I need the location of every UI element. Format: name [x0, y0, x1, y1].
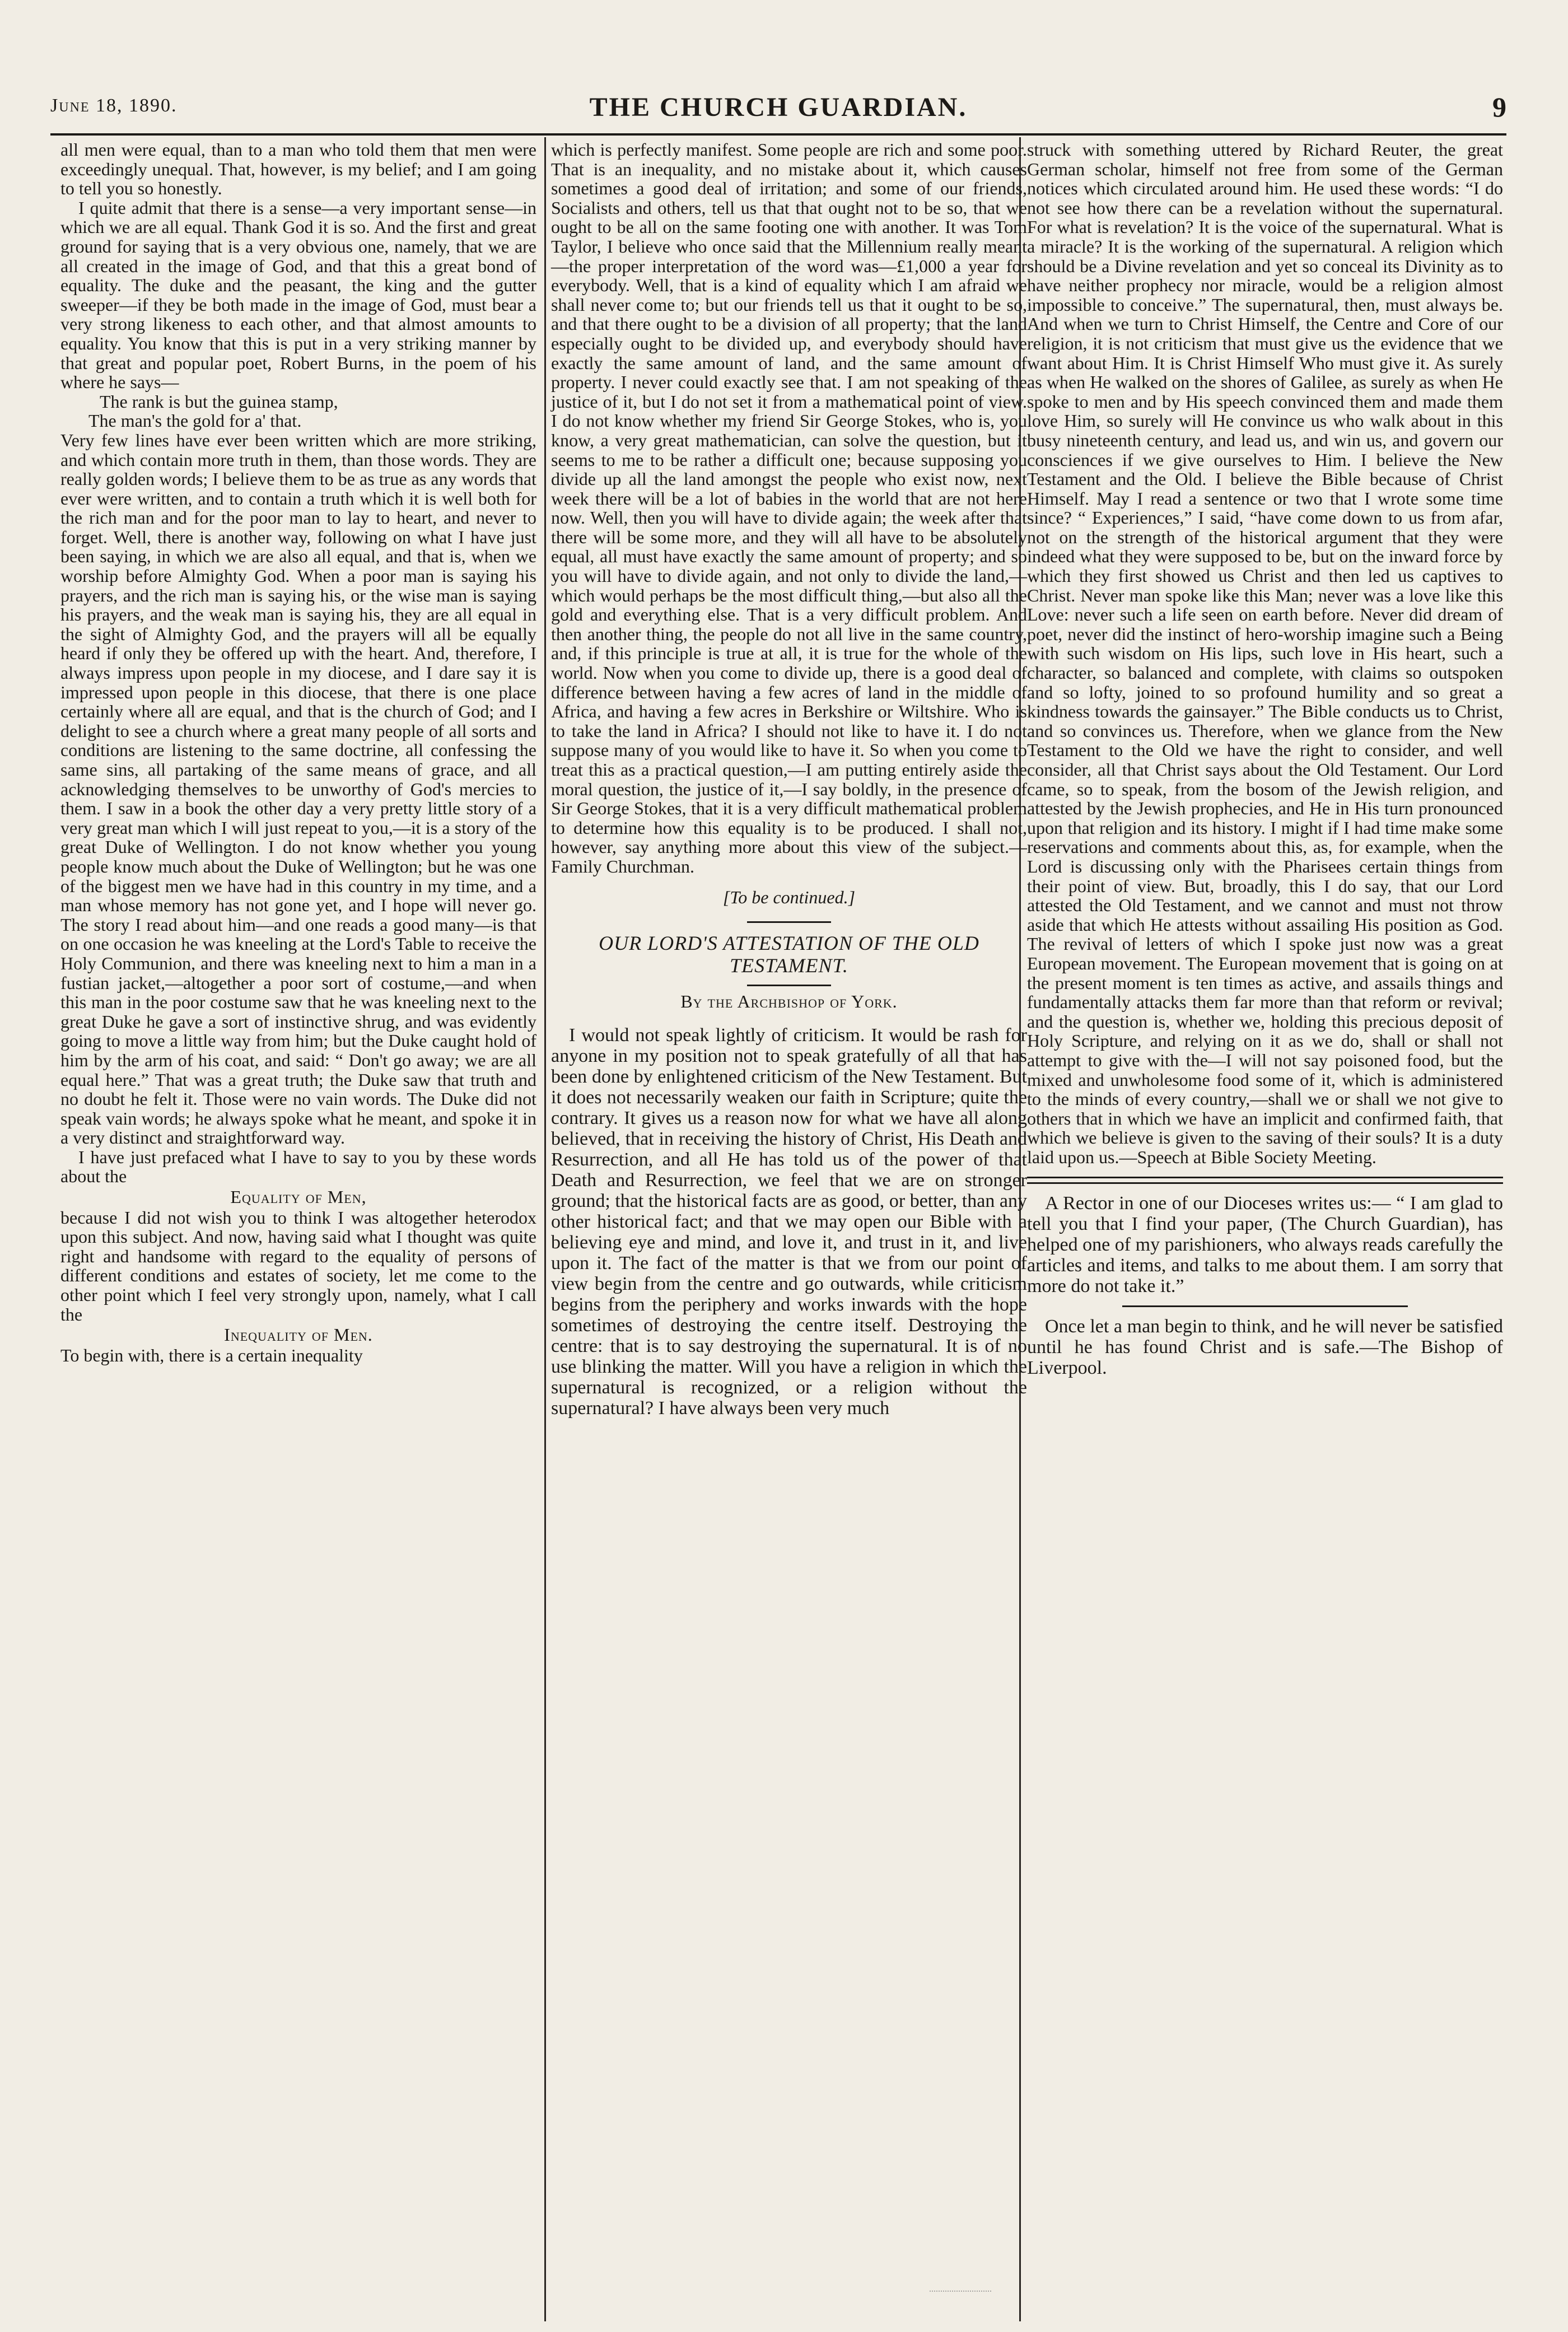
paragraph: I would not speak lightly of criticism. It would be rash for anyone in my position not to speak gratefully of all that has been done by enlightened criticism of the New Testament. But it does not necessarily weaken our faith in Scripture; quite the contrary. It gives us a reason now for what we have all along believed, that in receiving the history of Christ, His Death and Resurrection, and all He has told us of the power of that Death and Resurrection, we feel that we are on stronger ground; that the historical facts are as good, or better, than any other historical fact; and that we may open our Bible with a believing eye and mind, and love it, and trust in it, and live upon it. The fact of the matter is that we from our point of view begin from the centre and go outwards, while criticism begins from the periphery and works inwards with the hope sometimes of destroying the centre itself. Destroying the centre: that is to say destroying the supernatural. It is of no use blinking the matter. Will you have a religion in which the supernatural is recognized, or a religion without the supernatural? I have always been very much — [551, 1024, 1027, 1419]
newspaper-title: THE CHURCH GUARDIAN. — [589, 92, 968, 122]
subheading: Equality of Men, — [230, 1187, 367, 1207]
paragraph: I quite admit that there is a sense—a very important sense—in which we are all equal. Thank God it is so. And the first and great ground for saying that is a very obvious one, namely, that we are all created in the image of God, and that this a great bond of equality. The duke and the peasant, the king and the gutter sweeper—if they be both made in the image of God, must bear a very strong likeness to each other, and that almost amounts to equality. You know that this is put in a very striking manner by that great and popular poet, Robert Burns, in the poem of his where he says— — [60, 197, 536, 393]
section-rule — [747, 985, 831, 986]
paragraph: all men were equal, than to a man who told them that men were exceedingly unequal. That, however, is my belief; and I am going to tell you so honestly. — [60, 139, 536, 199]
issue-date: June 18, 1890. — [50, 95, 178, 116]
paragraph: I have just prefaced what I have to say to you by these words about the — [60, 1146, 536, 1187]
verse-line: The man's the gold for a' that. — [88, 411, 302, 431]
header-rule — [50, 133, 1506, 136]
paragraph: Very few lines have ever been written which are more striking, and which contain more truth in them, than those words. They are really golden words; I believe them to be as true as any words that ever were written, and to contain a truth which it is well both for the rich man and for the poor man to lay to heart, and never to forget. Well, there is another way, following on what I have just been saying, in which we are also all equal, and that is, when we worship before Almighty God. When a poor man is saying his prayers, and the rich man is saying his, or the wise man is saying his prayers, and the weak man is saying his, they are all equal in the sight of Almighty God, and the prayers will all be equally heard if only they be offered up with the heart. And, therefore, I always impress upon people in my diocese, and I dare say it is impressed upon people in this diocese, that there is one place certainly where all are equal, and that is the church of God; and I delight to see a church where a great many people of all sorts and conditions are listening to the same doctrine, all confessing the same sins, all partaking of the same means of grace, and all acknowledging themselves to be unworthy of God's mercies to them. I saw in a book the other day a very pretty little story of a very great man which I will just repeat to you,—it is a story of the great Duke of Wellington. I do not know whether you young people know much about the Duke of Wellington; but he was one of the biggest men we have had in this country in my time, and a man whose memory has not gone yet, and I hope will never go. The story I read about him—and one reads a good many—is that on one occasion he was kneeling at the Lord's Table to receive the Holy Communion, and there was kneeling next to him a man in a fustian jacket,—altogether a poor sort of costume,—and when this man in the poor costume saw that he was kneeling next to the great Duke he gave a sort of instinctive shrug, and was evidently going to move a little way from him; but the Duke caught hold of him by the arm of his coat, and said: “ Don't go away; we are all equal here.” That was a great truth; the Duke saw that truth and no doubt he felt it. Those were no vain words. The Duke did not speak vain words; he always spoke what he meant, and spoke it in a very distinct and straightforward way. — [60, 430, 536, 1148]
column-2 — [551, 140, 1027, 1419]
verse-line: The rank is but the guinea stamp, — [100, 391, 338, 412]
print-mark — [930, 2291, 991, 2295]
paragraph: Once let a man begin to think, and he will never be satisfied until he has found Christ and is safe.—The Bishop of Liverpool. — [1027, 1316, 1503, 1379]
paragraph: which is perfectly manifest. Some people are rich and some poor. That is an inequality, and no mistake about it, which causes sometimes a good deal of irritation; and some of our friends, Socialists and others, tell us that that ought not to be so, that we ought to be all on the same footing one with another. It was Tom Taylor, I believe who once said that the Millennium really meant—the proper interpretation of the word was—£1,000 a year for everybody. Well, that is a kind of equality which I am afraid we shall never come to; but our friends tell us that it ought to be so, and that there ought to be a division of all property; that the land especially ought to be divided up, and everybody should have exactly the same amount of land, and the same amount of property. I never could exactly see that. I am not speaking of the justice of it, but I do not set it from a mathematical point of view. I do not know whether my friend Sir George Stokes, who is, you know, a very great mathematician, can solve the question, but it seems to me to be rather a difficult one; because supposing you divide up all the land amongst the people who exist now, next week there will be a lot of babies in the world that are not here now. Well, then you will have to divide again; the week after that there will be some more, and they will all have to be absolutely equal, all must have exactly the same amount of property; and so you will have to divide again, and not only to divide the land,—which would perhaps be the most difficult thing,—but also all the gold and everything else. That is a very difficult problem. And then another thing, the people do not all live in the same country, and, if this principle is true at all, it is true for the whole of the world. Now when you come to divide up, there is a good deal of difference between having a few acres of land in the middle of Africa, and having a few acres in Berkshire or Wiltshire. Who is to take the land in Africa? I should not like to have it. I do not suppose many of you would like to have it. So when you come to treat this as a practical question,—I am putting entirely aside the moral question, the justice of it,—I say boldly, in the presence of Sir George Stokes, that it is a very difficult mathematical problem to determine how this equality is to be produced. I shall not, however, say anything more about this view of the subject.—Family Churchman. — [551, 139, 1027, 876]
continued-note: [To be continued.] — [722, 887, 856, 907]
column-1 — [60, 140, 536, 1365]
article-headline: OUR LORD'S ATTESTATION OF THE OLD TESTAMENT. — [599, 932, 979, 977]
section-rule — [747, 921, 831, 923]
column-divider-1 — [544, 137, 546, 2321]
section-rule-double — [1027, 1177, 1503, 1184]
paragraph: A Rector in one of our Dioceses writes us:— “ I am glad to tell you that I find your paper, (The Church Guardian), has helped one of my parishioners, who always reads carefully the articles and items, and talks to me about them. I am sorry that more do not take it.” — [1027, 1193, 1503, 1297]
paragraph: because I did not wish you to think I was altogether heterodox upon this subject. And now, having said what I thought was quite right and handsome with regard to the equality of persons of different conditions and estates of society, let me come to the other point which I feel very strongly upon, namely, what I call the — [60, 1207, 536, 1324]
paragraph: To begin with, there is a certain inequality — [60, 1345, 363, 1365]
subheading: Inequality of Men. — [224, 1324, 373, 1345]
paragraph: struck with something uttered by Richard Reuter, the great German scholar, himself not free from some of the German notices which circulated around him. He used these words: “I do not see how there can be a revelation without the supernatural. For what is revelation? It is the voice of the supernatural. What is a miracle? It is the working of the supernatural. A religion which should be a Divine revelation and yet so conceal its Divinity as to have neither prophecy nor miracle, would be a religion almost impossible to conceive.” The supernatural, then, must always be. And when we turn to Christ Himself, the Centre and Core of our religion, it is not criticism that must give us the evidence that we want about Him. It is Christ Himself Who must give it. As surely as when He walked on the shores of Galilee, as surely as when He spoke to men and by His speech convinced them and made them love Him, so surely will He convince us who walk about in this busy nineteenth century, and lead us, and win us, and govern our consciences if we give ourselves to Him. I believe the New Testament and the Old. I believe the Bible because of Christ Himself. May I read a sentence or two that I wrote some time since? “ Experiences,” I said, “have come down to us from afar, not on the strength of the historical argument that they were indeed what they were supposed to be, but on the inward force by which they first showed us Christ and then led us captives to Christ. Never man spoke like this Man; never was a love like this Love: never such a life seen on earth before. Never did dream of poet, never did the instinct of hero-worship imagine such a Being with such wisdom on His lips, such love in His heart, such a character, so balanced and complete, with claims so outspoken and so lofty, joined to so profound humility and so great a kindness towards the gainsayer.” The Bible conducts us to Christ, and so convinces us. Therefore, when we glance from the New Testament to the Old we have the right to consider, and well consider, all that Christ says about the Old Testament. Our Lord came, so to speak, from the bosom of the Jewish religion, and attested by the Jewish prophecies, and He in His turn pronounced upon that religion and its history. I might if I had time make some reservations and comments about this, as, for example, when the Lord is discussing only with the Pharisees certain things from their point of view. But, broadly, this I do say, that our Lord attested the Old Testament, and we cannot and must not throw aside that which He attests without assailing His position as God. The revival of letters of which I spoke just now was a great European movement. The European movement that is going on at the present moment is ten times as active, and assails things and fundamentally attacks them far more than that reform or revival; and the question is, whether we, holding this precious deposit of Holy Scripture, and relying on it as we do, shall or shall not attempt to give with the—I will not say poisoned food, but the mixed and unwholesome food some of it, which is administered to the minds of every country,—shall we or shall we not give to others that in which we have an implicit and confirmed faith, that which we believe is given to the saving of their souls? It is a duty laid upon us.—Speech at Bible Society Meeting. — [1027, 139, 1503, 1167]
article-byline: By the Archbishop of York. — [680, 991, 898, 1012]
column-3 — [1027, 140, 1503, 1378]
page-number: 9 — [1492, 91, 1506, 123]
section-rule — [1122, 1305, 1408, 1307]
masthead — [50, 91, 1506, 134]
